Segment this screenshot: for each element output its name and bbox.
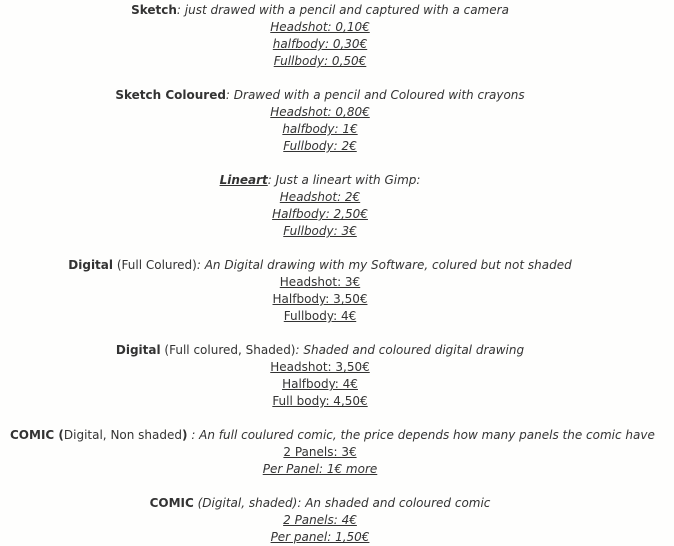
price-item [0, 529, 640, 546]
price-text: Fullbody: 2€ [283, 139, 357, 153]
price-text: Per panel: 1,50€ [270, 530, 370, 544]
section-heading-digital-shaded [0, 342, 640, 359]
price-text: Fullbody: 4€ [283, 309, 357, 323]
price-item [0, 36, 640, 53]
price-item [0, 104, 640, 121]
price-text: halfbody: 0,30€ [272, 37, 368, 51]
section-title: COMIC [149, 496, 194, 510]
price-text: Headshot: 0,80€ [270, 105, 370, 119]
price-text: Halfbody: 2,50€ [272, 207, 368, 221]
price-text: Halfbody: 3,50€ [272, 292, 368, 306]
section-description: : Drawed with a pencil and Coloured with crayons [225, 88, 525, 102]
section-description: : just drawed with a pencil and captured with a camera [176, 3, 509, 17]
section-description: : Shaded and coloured digital drawing [295, 343, 525, 357]
section-qualifier: (Digital, shaded) [193, 496, 298, 510]
section-qualifier: (Full colured, Shaded) [160, 343, 296, 357]
price-text: halfbody: 1€ [282, 122, 358, 136]
price-item [0, 138, 640, 155]
price-item [0, 19, 640, 36]
section-description: : An full coulured comic, the price depends how many panels the comic have [187, 428, 655, 442]
price-text: Halfbody: 4€ [282, 377, 358, 391]
price-item [0, 512, 640, 529]
price-text: 2 Panels: 3€ [283, 445, 357, 459]
price-item [0, 291, 640, 308]
price-item [0, 274, 640, 291]
section-description: : Just a lineart with Gimp: [267, 173, 421, 187]
price-item [0, 393, 640, 410]
price-item [0, 223, 640, 240]
price-item [0, 359, 640, 376]
price-text: Full body: 4,50€ [272, 394, 368, 408]
price-text: Fullbody: 0,50€ [273, 54, 367, 68]
price-item [0, 53, 640, 70]
section-heading-sketch-coloured [0, 87, 640, 104]
section-title: Sketch Coloured [115, 88, 226, 102]
price-item [0, 444, 640, 461]
price-text: Headshot: 0,10€ [270, 20, 370, 34]
price-text: 2 Panels: 4€ [283, 513, 357, 527]
price-item [0, 308, 640, 325]
section-qualifier: (Full Colured) [113, 258, 197, 272]
section-description: : An shaded and coloured comic [297, 496, 491, 510]
section-title: Lineart [219, 173, 268, 187]
section-heading-lineart [0, 172, 640, 189]
price-item [0, 121, 640, 138]
section-qualifier: Digital, Non shaded [63, 428, 183, 442]
price-text: Headshot: 3,50€ [270, 360, 370, 374]
section-title: Digital [115, 343, 161, 357]
section-title: COMIC ( [10, 428, 64, 442]
section-title-close: ) [182, 428, 188, 442]
section-heading-comic-shaded [0, 495, 640, 512]
section-heading-comic-non-shaded [0, 427, 674, 444]
section-heading-sketch [0, 2, 640, 19]
price-item [0, 206, 640, 223]
price-item [0, 376, 640, 393]
price-text: Fullbody: 3€ [283, 224, 357, 238]
price-text: Headshot: 2€ [279, 190, 361, 204]
price-text: Headshot: 3€ [279, 275, 361, 289]
section-heading-digital-full-colured [0, 257, 640, 274]
price-text: Per Panel: 1€ more [262, 462, 378, 476]
section-title: Sketch [131, 3, 177, 17]
section-title: Digital [68, 258, 114, 272]
price-item [0, 461, 640, 478]
section-description: : An Digital drawing with my Software, colured but not shaded [196, 258, 572, 272]
price-item [0, 189, 640, 206]
